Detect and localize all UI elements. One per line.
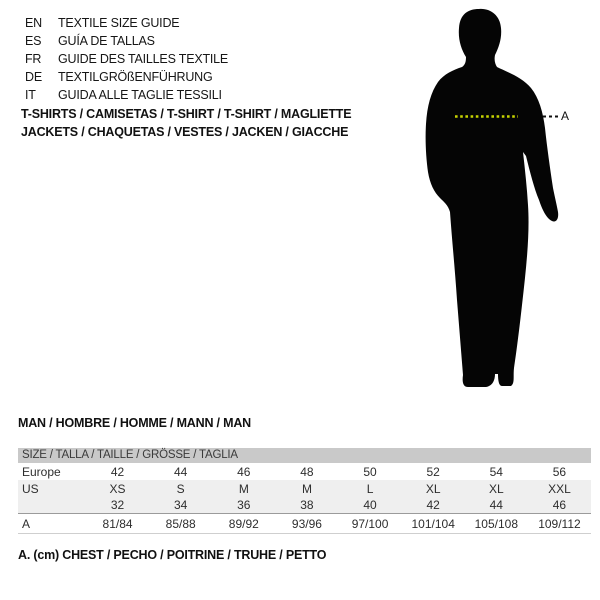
size-cell: 42 [110, 464, 125, 479]
table-row-us [18, 480, 591, 497]
language-row [25, 50, 228, 68]
size-cell: 38 [300, 498, 314, 512]
size-cell: 40 [363, 498, 377, 512]
size-cell: 89/92 [228, 516, 259, 531]
section-title-man: MAN / HOMBRE / HOMME / MANN / MAN [18, 416, 251, 430]
row-label: Europe [22, 464, 61, 479]
category-jackets: JACKETS / CHAQUETAS / VESTES / JACKEN / GIACCHE [21, 125, 349, 139]
size-cell: 46 [237, 464, 251, 479]
size-cell: 32 [110, 498, 125, 512]
language-label: GUIDE DES TAILLES TEXTILE [58, 52, 229, 66]
size-cell: 52 [426, 464, 440, 479]
size-cell: XL [425, 481, 441, 496]
row-label: A [22, 516, 31, 531]
language-code: EN [25, 16, 42, 30]
size-cell: 48 [300, 464, 314, 479]
size-cell: XXL [548, 481, 571, 496]
man-silhouette-shape [426, 9, 559, 387]
man-figure [410, 0, 600, 395]
size-cell: M [301, 481, 312, 496]
measurement-footnote: A. (cm) CHEST / PECHO / POITRINE / TRUHE / PETTO [18, 548, 327, 562]
size-table-header: SIZE / TALLA / TAILLE / GRÖSSE / TAGLIA [18, 448, 591, 463]
size-cell: M [238, 481, 249, 496]
size-cell: 101/104 [411, 516, 455, 531]
language-code: DE [25, 70, 42, 84]
table-row-numeric [18, 497, 591, 513]
size-cell: S [176, 481, 185, 496]
language-label: TEXTILGRÖßENFÜHRUNG [58, 70, 213, 84]
size-cell: 44 [174, 464, 188, 479]
table-row-chest [18, 513, 591, 534]
language-row [25, 14, 228, 32]
size-cell: 36 [237, 498, 251, 512]
garment-categories [21, 105, 351, 141]
table-row-europe [18, 463, 591, 480]
man-silhouette [410, 0, 600, 395]
language-row [25, 32, 228, 50]
size-cell: 54 [489, 464, 503, 479]
size-cell: 93/96 [291, 516, 322, 531]
size-cell: 105/108 [474, 516, 518, 531]
size-cell: L [366, 481, 374, 496]
size-cell: 85/88 [165, 516, 196, 531]
size-cell: XL [488, 481, 504, 496]
language-label: TEXTILE SIZE GUIDE [58, 16, 180, 30]
size-table [18, 448, 591, 534]
language-code: ES [25, 34, 42, 48]
language-code: IT [25, 88, 36, 102]
language-row [25, 68, 228, 86]
size-cell: XS [109, 481, 126, 496]
size-cell: 44 [489, 498, 503, 512]
row-label: US [22, 481, 39, 496]
size-cell: 50 [363, 464, 377, 479]
language-list [25, 14, 228, 104]
size-cell: 97/100 [351, 516, 389, 531]
size-cell: 42 [426, 498, 440, 512]
size-cell: 81/84 [102, 516, 133, 531]
size-cell: 56 [552, 464, 567, 479]
size-cell: 46 [552, 498, 567, 512]
language-label: GUÍA DE TALLAS [58, 34, 155, 48]
language-row [25, 86, 228, 104]
language-label: GUIDA ALLE TAGLIE TESSILI [58, 88, 222, 102]
size-cell: 109/112 [538, 516, 581, 531]
category-tshirts: T-SHIRTS / CAMISETAS / T-SHIRT / T-SHIRT / MAGLIETTE [21, 107, 352, 121]
language-code: FR [25, 52, 42, 66]
size-cell: 34 [174, 498, 188, 512]
chest-marker-label: A [561, 109, 570, 123]
